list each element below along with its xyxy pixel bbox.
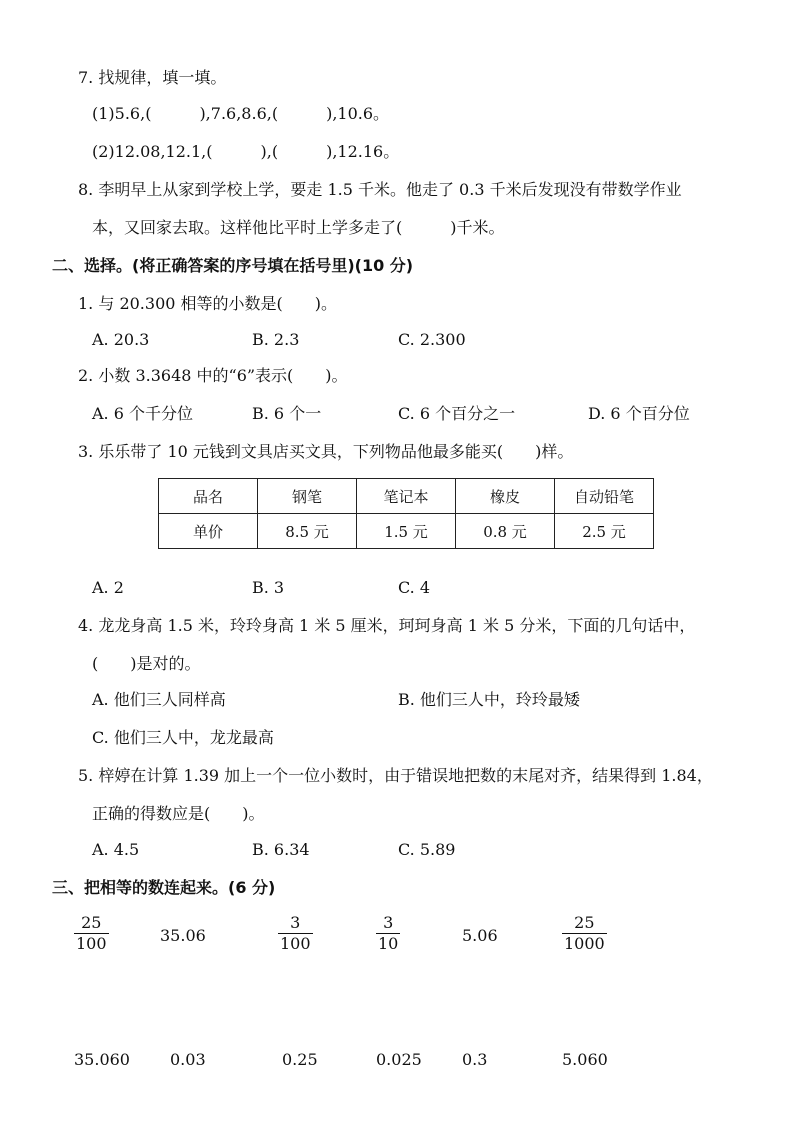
fraction-3-100[interactable] [278, 914, 313, 953]
table-cell: 1.5 元 [357, 514, 456, 549]
fraction-numerator: 25 [574, 913, 595, 932]
c1-option-c: C. 2.300 [398, 330, 466, 349]
c3-question: 3. 乐乐带了 10 元钱到文具店买文具，下列物品他最多能买( )样。 [78, 442, 574, 461]
fraction-25-100[interactable] [74, 914, 109, 953]
value-0-03[interactable]: 0.03 [170, 1050, 206, 1069]
c2-question: 2. 小数 3.3648 中的“6”表示( )。 [78, 366, 348, 385]
section2-title: 二、选择。(将正确答案的序号填在括号里)(10 分) [52, 256, 414, 275]
q8-line2: 本，又回家去取。这样他比平时上学多走了( )千米。 [92, 218, 505, 237]
value-0-25[interactable]: 0.25 [282, 1050, 318, 1069]
c3-option-c: C. 4 [398, 578, 431, 597]
c5-question-line2: 正确的得数应是( )。 [92, 804, 265, 823]
c1-option-a: A. 20.3 [92, 330, 150, 349]
c4-question-line2: ( )是对的。 [92, 654, 201, 673]
price-table [158, 478, 654, 549]
c2-option-a: A. 6 个千分位 [92, 404, 193, 423]
c2-option-c: C. 6 个百分之一 [398, 404, 516, 423]
value-35-06[interactable]: 35.06 [160, 926, 206, 945]
q7-line2: (2)12.08,12.1,( ),( ),12.16。 [92, 142, 400, 161]
c1-question: 1. 与 20.300 相等的小数是( )。 [78, 294, 337, 313]
c5-option-a: A. 4.5 [92, 840, 140, 859]
value-0-3[interactable]: 0.3 [462, 1050, 488, 1069]
table-cell: 品名 [159, 479, 258, 514]
q7-title: 7. 找规律，填一填。 [78, 68, 227, 87]
fraction-numerator: 25 [81, 913, 102, 932]
c5-question-line1: 5. 梓婷在计算 1.39 加上一个一位小数时，由于错误地把数的末尾对齐，结果得到 1.84， [78, 766, 713, 785]
price-table-header-row [159, 479, 654, 514]
c2-option-b: B. 6 个一 [252, 404, 322, 423]
fraction-denominator: 1000 [564, 934, 605, 953]
c5-option-b: B. 6.34 [252, 840, 310, 859]
fraction-denominator: 10 [378, 934, 399, 953]
c4-question-line1: 4. 龙龙身高 1.5 米，玲玲身高 1 米 5 厘米，珂珂身高 1 米 5 分米，下面的几句话中， [78, 616, 696, 635]
c3-option-b: B. 3 [252, 578, 285, 597]
table-cell: 钢笔 [258, 479, 357, 514]
c1-option-b: B. 2.3 [252, 330, 300, 349]
table-cell: 单价 [159, 514, 258, 549]
fraction-numerator: 3 [383, 913, 394, 932]
table-cell: 2.5 元 [555, 514, 654, 549]
price-table-row [159, 514, 654, 549]
value-5-06[interactable]: 5.06 [462, 926, 498, 945]
c2-option-d: D. 6 个百分位 [588, 404, 690, 423]
fraction-3-10[interactable] [376, 914, 400, 953]
value-5-060[interactable]: 5.060 [562, 1050, 608, 1069]
table-cell: 0.8 元 [456, 514, 555, 549]
q8-line1: 8. 李明早上从家到学校上学，要走 1.5 千米。他走了 0.3 千米后发现没有带数学作业 [78, 180, 682, 199]
fraction-numerator: 3 [290, 913, 301, 932]
c4-option-b: B. 他们三人中，玲玲最矮 [398, 690, 580, 709]
fraction-denominator: 100 [76, 934, 107, 953]
c5-option-c: C. 5.89 [398, 840, 456, 859]
value-0-025[interactable]: 0.025 [376, 1050, 422, 1069]
value-35-060[interactable]: 35.060 [74, 1050, 130, 1069]
c3-option-a: A. 2 [92, 578, 124, 597]
c4-option-a: A. 他们三人同样高 [92, 690, 226, 709]
table-cell: 8.5 元 [258, 514, 357, 549]
q7-line1: (1)5.6,( ),7.6,8.6,( ),10.6。 [92, 104, 390, 123]
fraction-denominator: 100 [280, 934, 311, 953]
c4-option-c: C. 他们三人中，龙龙最高 [92, 728, 274, 747]
fraction-25-1000[interactable] [562, 914, 607, 953]
table-cell: 自动铅笔 [555, 479, 654, 514]
table-cell: 橡皮 [456, 479, 555, 514]
section3-title: 三、把相等的数连起来。(6 分) [52, 878, 276, 897]
table-cell: 笔记本 [357, 479, 456, 514]
